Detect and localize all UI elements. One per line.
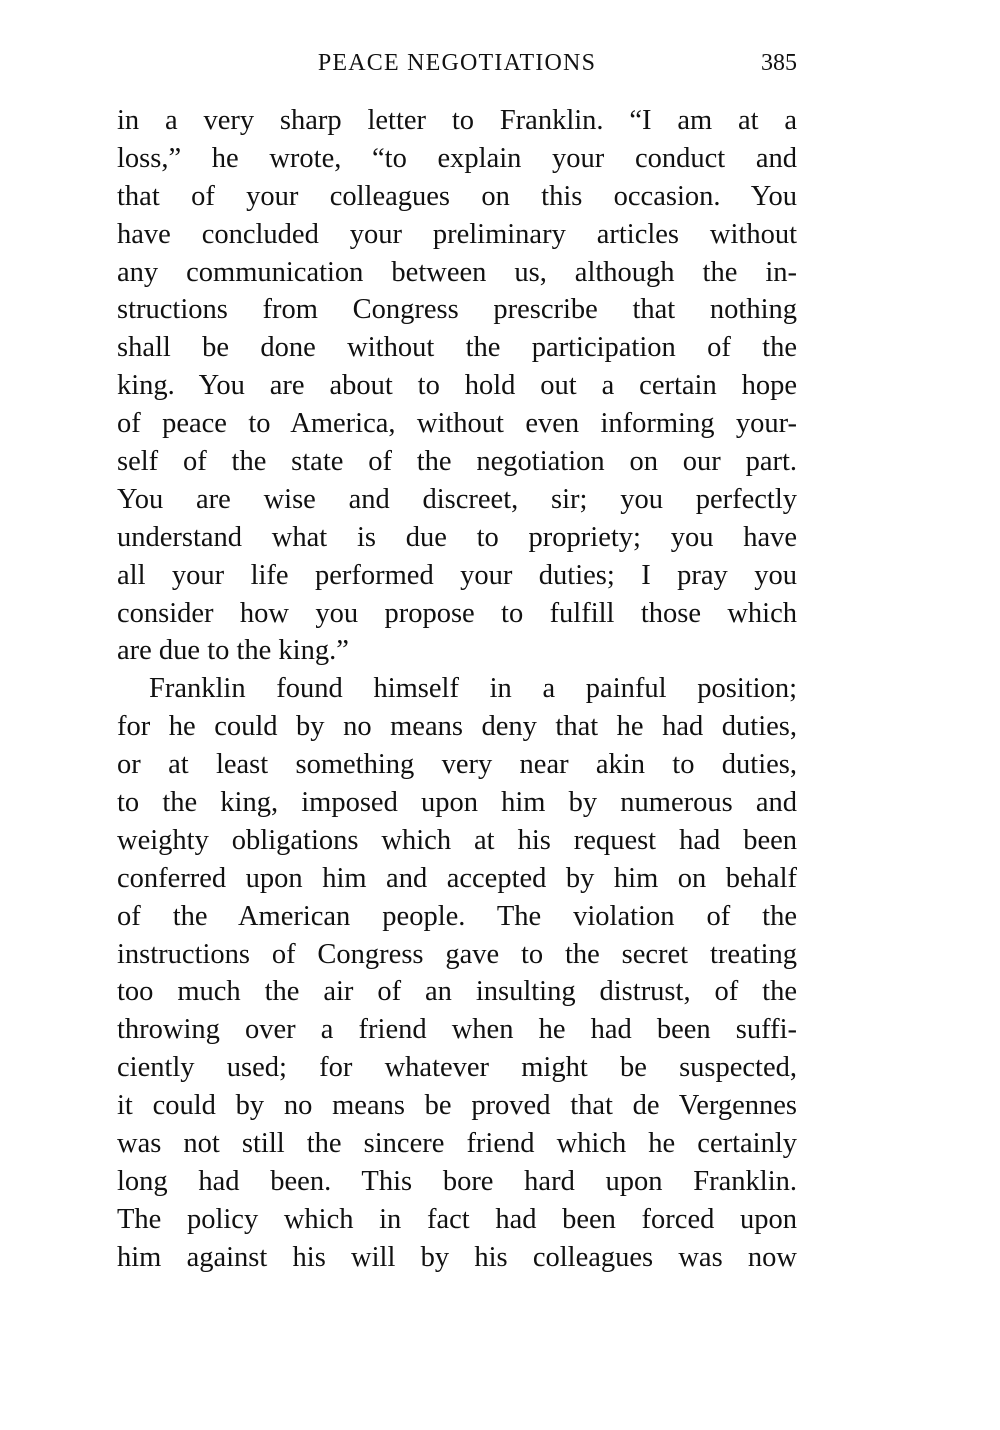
text-line: Franklin found himself in a painful position; — [149, 673, 797, 705]
running-title: PEACE NEGOTIATIONS — [317, 50, 597, 76]
text-line: The policy which in fact had been forced upon — [117, 1203, 797, 1235]
text-line: for he could by no means deny that he had duties, — [117, 711, 797, 743]
text-line: weighty obligations which at his request had been — [117, 824, 797, 856]
text-line: all your life performed your duties; I pray you — [117, 559, 797, 591]
page-number: 385 — [761, 50, 797, 76]
text-line: it could by no means be proved that de Vergennes — [117, 1090, 797, 1122]
text-line: conferred upon him and accepted by him on behalf — [117, 862, 797, 894]
text-line: understand what is due to propriety; you have — [117, 521, 797, 553]
text-line: You are wise and discreet, sir; you perfectly — [117, 483, 797, 515]
text-line: throwing over a friend when he had been suffi- — [117, 1014, 797, 1046]
text-line: in a very sharp letter to Franklin. “I am at a — [117, 105, 797, 136]
text-line: king. You are about to hold out a certain hope — [117, 370, 797, 402]
text-line: to the king, imposed upon him by numerous and — [117, 787, 797, 819]
body-text — [117, 102, 797, 1277]
text-line: him against his will by his colleagues was now — [117, 1241, 797, 1273]
text-line: instructions of Congress gave to the secret treating — [117, 938, 797, 970]
text-line: consider how you propose to fulfill those which — [117, 597, 797, 629]
text-line: ciently used; for whatever might be suspected, — [117, 1052, 797, 1084]
text-line: too much the air of an insulting distrust, of the — [117, 976, 797, 1008]
text-line: shall be done without the participation of the — [117, 332, 797, 364]
text-line: that of your colleagues on this occasion. You — [117, 180, 797, 212]
text-line: any communication between us, although the in- — [117, 256, 797, 288]
text-line: of peace to America, without even informing your- — [117, 408, 797, 440]
text-line: loss,” he wrote, “to explain your conduct and — [117, 142, 797, 174]
text-line: was not still the sincere friend which he certainly — [117, 1128, 797, 1160]
text-line: are due to the king.” — [117, 635, 349, 667]
text-line: of the American people. The violation of the — [117, 900, 797, 932]
text-line: or at least something very near akin to duties, — [117, 749, 797, 781]
text-line: have concluded your preliminary articles without — [117, 218, 797, 250]
text-line: long had been. This bore hard upon Franklin. — [117, 1165, 797, 1197]
running-head — [117, 48, 797, 82]
text-line: self of the state of the negotiation on our part. — [117, 446, 797, 478]
text-line: structions from Congress prescribe that nothing — [117, 294, 797, 326]
